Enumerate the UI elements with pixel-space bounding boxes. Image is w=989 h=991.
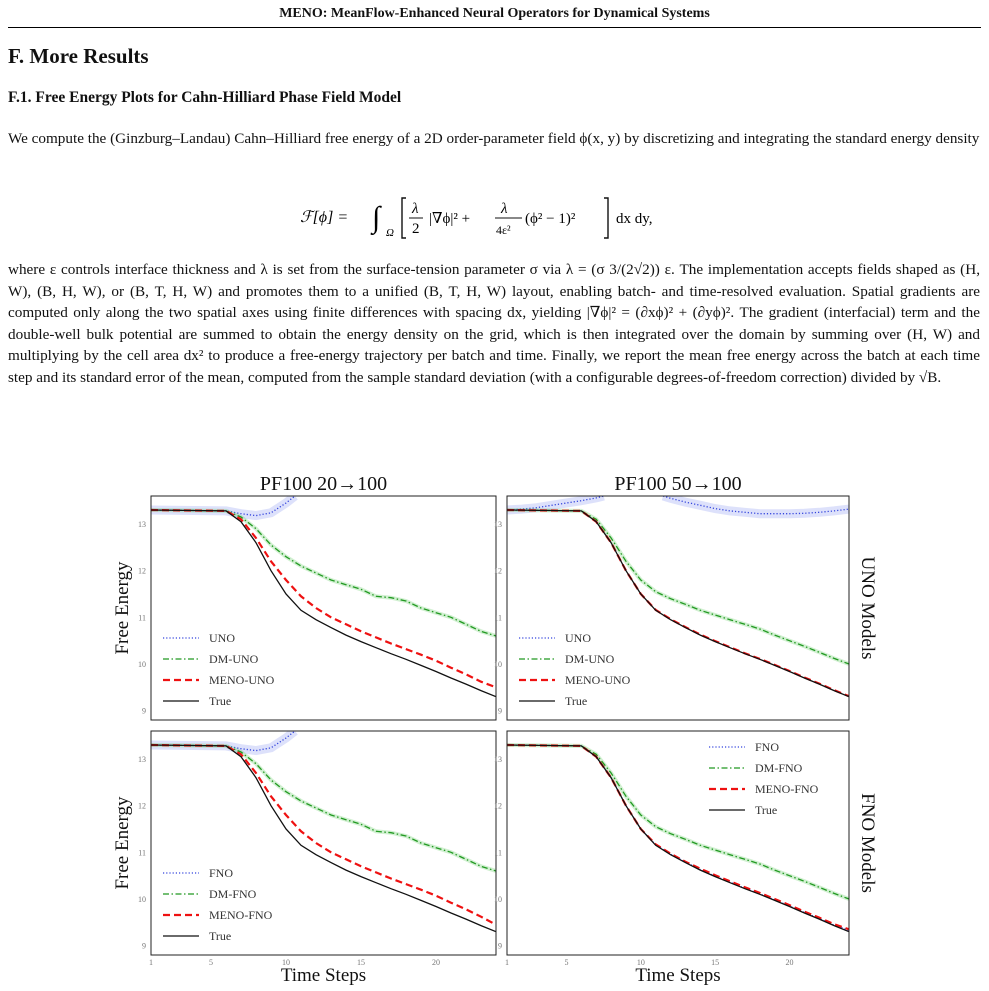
legend-label: MENO-FNO xyxy=(209,908,273,922)
eq-t2-num: λ xyxy=(501,201,508,217)
legend-label: FNO xyxy=(209,866,234,880)
legend-label: True xyxy=(755,803,778,817)
header-rule xyxy=(8,27,981,28)
legend-label: DM-UNO xyxy=(565,652,615,666)
legend-label: UNO xyxy=(565,631,591,645)
eq-integral: ∫ xyxy=(372,201,381,234)
eq-lhs: ℱ[ϕ] = xyxy=(300,209,349,226)
eq-t1-body: |∇ϕ|² + xyxy=(429,211,471,227)
free-energy-figure xyxy=(100,474,900,986)
y-tick-label: 9 xyxy=(498,941,502,951)
y-tick-label: 13 xyxy=(494,520,502,529)
eq-right-bracket xyxy=(604,198,608,238)
y-tick-label: 12 xyxy=(138,566,146,576)
x-tick-label: 5 xyxy=(564,958,569,967)
eq-measure: dx dy, xyxy=(616,211,653,227)
eq-t1-num: λ xyxy=(412,201,419,217)
row-label-fno: FNO Models xyxy=(857,793,878,893)
series-uncertainty-band xyxy=(507,510,849,664)
y-tick-label: 11 xyxy=(494,613,502,623)
y-axis-label: Free Energy xyxy=(112,561,133,655)
x-axis-label: Time Steps xyxy=(280,965,367,986)
panel-frame xyxy=(151,496,496,720)
legend-label: FNO xyxy=(755,740,780,754)
x-tick-label: 1 xyxy=(149,958,153,967)
y-tick-label: 10 xyxy=(138,895,146,904)
panel-frame xyxy=(151,731,496,955)
x-tick-label: 20 xyxy=(432,958,440,967)
paragraph-intro: We compute the (Ginzburg–Landau) Cahn–Hilliard free energy of a 2D order-parameter field ϕ(x, y) by discretizing and integrating the standard energy density xyxy=(8,130,980,147)
series-line-meno-uno xyxy=(151,510,496,687)
col-title-20-100: PF100 20→100 xyxy=(259,474,388,495)
series-line-meno-fno xyxy=(151,745,496,925)
legend-label: UNO xyxy=(209,631,235,645)
y-tick-label: 12 xyxy=(138,801,146,811)
eq-t2-den: 4ε² xyxy=(496,223,511,237)
series-uncertainty-band xyxy=(151,745,496,871)
series-uncertainty-band xyxy=(151,510,496,636)
eq-t1-den: 2 xyxy=(412,221,420,237)
legend-label: MENO-UNO xyxy=(565,673,631,687)
series-group xyxy=(151,731,496,932)
legend-label: True xyxy=(565,694,588,708)
y-tick-label: 13 xyxy=(138,755,146,764)
legend-label: DM-FNO xyxy=(755,761,803,775)
panel-1 xyxy=(138,496,496,720)
free-energy-equation xyxy=(300,194,700,240)
col-title-50-100: PF100 50→100 xyxy=(614,474,742,495)
legend-label: MENO-FNO xyxy=(755,782,819,796)
y-tick-label: 10 xyxy=(494,660,502,669)
panel-frame xyxy=(507,496,849,720)
y-tick-label: 10 xyxy=(494,895,502,904)
series-line-dm-uno xyxy=(507,510,849,664)
y-tick-label: 13 xyxy=(138,520,146,529)
eq-domain: Ω xyxy=(386,227,394,239)
series-line-true xyxy=(151,510,496,697)
x-tick-label: 1 xyxy=(505,958,509,967)
legend-label: DM-UNO xyxy=(209,652,259,666)
panel-2 xyxy=(494,496,849,720)
legend-label: MENO-UNO xyxy=(209,673,275,687)
y-tick-label: 9 xyxy=(142,941,146,951)
x-tick-label: 10 xyxy=(636,958,645,967)
panel-3 xyxy=(138,731,496,967)
paragraph-method: where ε controls interface thickness and λ is set from the surface-tension parameter σ via λ = (σ 3/(2√2)) ε. The implementation accepts fields shaped as (H, W), (B, H, W), or (B, T, H, W) and promotes them to a unified (B, T, H, W) layout, enabling batch- and time-resolved evaluation. Spatial gradients are computed only along the two spatial axes using finite differences with spacing dx, yielding |∇ϕ|² = (∂xϕ)² + (∂yϕ)². The gradient (interfacial) term and the double-well bulk potential are summed to obtain the energy density on the grid, which is then integrated over the domain by summing over (H, W) and multiplying by the cell area dx² to produce a free-energy trajectory per batch and time. Finally, we report the mean free energy across the batch at each time step and its standard error of the mean, computed from the sample standard deviation (with a configurable degrees-of-freedom correction) divided by √B. xyxy=(8,261,980,386)
row-label-uno: UNO Models xyxy=(857,556,878,660)
x-tick-label: 15 xyxy=(711,958,720,967)
y-axis-label: Free Energy xyxy=(112,796,133,890)
running-header: MENO: MeanFlow-Enhanced Neural Operators for Dynamical Systems xyxy=(279,6,710,21)
legend-label: DM-FNO xyxy=(209,887,257,901)
y-tick-label: 9 xyxy=(498,706,502,716)
x-tick-label: 15 xyxy=(357,958,365,967)
panel-4 xyxy=(494,731,849,967)
eq-left-bracket xyxy=(402,198,406,238)
series-group xyxy=(151,496,496,697)
section-title: F. More Results xyxy=(8,44,149,68)
series-group xyxy=(507,496,849,697)
y-tick-label: 11 xyxy=(138,848,146,858)
eq-t2-body: (ϕ² − 1)² xyxy=(525,211,576,227)
subsection-title: F.1. Free Energy Plots for Cahn-Hilliard Phase Field Model xyxy=(8,89,402,106)
legend-label: True xyxy=(209,694,232,708)
x-tick-label: 5 xyxy=(209,958,213,967)
y-tick-label: 11 xyxy=(494,848,502,858)
y-tick-label: 12 xyxy=(494,566,502,576)
series-line-true xyxy=(151,745,496,932)
x-tick-label: 20 xyxy=(785,958,794,967)
x-tick-label: 10 xyxy=(282,958,290,967)
y-tick-label: 13 xyxy=(494,755,502,764)
y-tick-label: 10 xyxy=(138,660,146,669)
y-tick-label: 12 xyxy=(494,801,502,811)
y-tick-label: 9 xyxy=(142,706,146,716)
legend-label: True xyxy=(209,929,232,943)
x-axis-label: Time Steps xyxy=(635,965,721,986)
y-tick-label: 11 xyxy=(138,613,146,623)
